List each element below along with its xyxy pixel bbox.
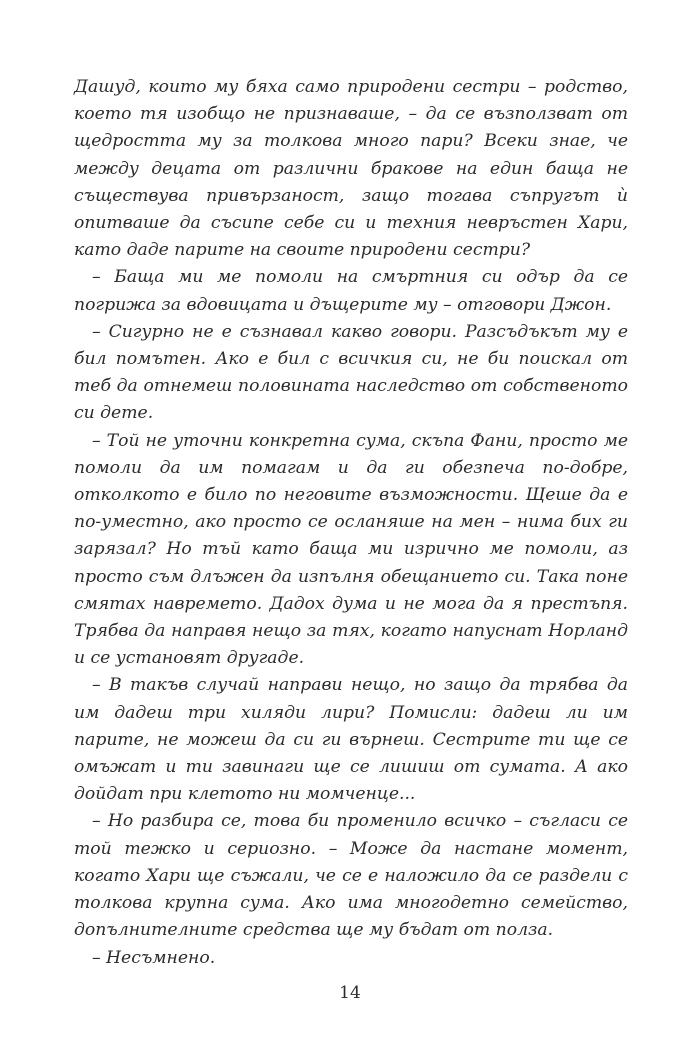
dialogue-line: – Баща ми ме помоли на смъртния си одър да се погрижа за вдовицата и дъщерите му – отговори Джон. bbox=[74, 267, 628, 315]
dialogue-line: – Несъмнено. bbox=[92, 947, 216, 968]
page-number: 14 bbox=[339, 983, 361, 1003]
dialogue-line: – Но разбира се, това би променило всичко – съгласи се той тежко и сериозно. – Може да настане момент, когато Хари ще съжали, че се е наложило да се раздели с толкова крупна сума. Ако има многодетно семейство, допълнителните средства ще му бъдат от полза. bbox=[74, 811, 628, 941]
body-text bbox=[74, 74, 628, 972]
dialogue-line: – Той не уточни конкретна сума, скъпа Фани, просто ме помоли да им помагам и да ги обезпеча по-добре, отколкото е било по неговите възможности. Щеше да е по-уместно, ако просто се осланяше на мен – нима бих ги зарязал? Но тъй като баща ми изрично ме помоли, аз просто съм длъжен да изпълня обещанието си. Така поне смятах навремето. Дадох дума и не мога да я престъпя. Трябва да направя нещо за тях, когато напуснат Норланд и се установят другаде. bbox=[74, 430, 628, 669]
paragraph: Дашуд, които му бяха само природени сестри – родство, което тя изобщо не признаваше, – да се възползват от щедростта му за толкова много пари? Всеки знае, че между децата от различни бракове на един баща не съществува привързаност, защо тогава съпругът ѝ опитваше да съсипе себе си и техния невръстен Хари, като даде парите на своите природени сестри? bbox=[74, 77, 628, 261]
dialogue-line: – Сигурно не е съзнавал какво говори. Разсъдъкът му е бил помътен. Ако е бил с всичкия си, не би поискал от теб да отнемеш половината наследство от собственото си дете. bbox=[74, 321, 628, 424]
dialogue-line: – В такъв случай направи нещо, но защо да трябва да им дадеш три хиляди лири? Помисли: дадеш ли им парите, не можеш да си ги върнеш. Сестрите ти ще се омъжат и ти завинаги ще се лишиш от сумата. А ако дойдат при клетото ни момченце... bbox=[74, 675, 628, 805]
